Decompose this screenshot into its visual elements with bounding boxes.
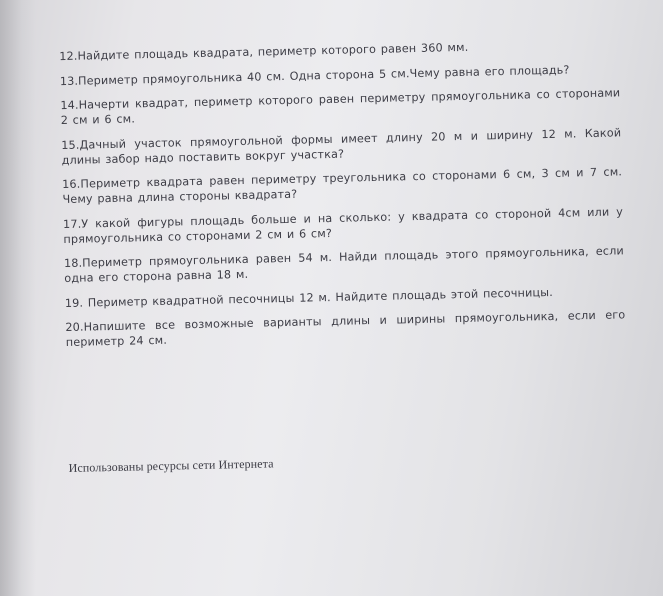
problem-15: 15.Дачный участок прямоугольной формы имеет длину 20 м и ширину 12 м. Какой длины забор надо поставить вокруг участка? [61,125,622,167]
paper-sheet [18,0,663,596]
source-credit: Использованы ресурсы сети Интернета [68,456,274,475]
problem-12: 12.Найдите площадь квадрата, периметр которого равен 360 мм. [59,40,469,64]
problem-16: 16.Периметр квадрата равен периметру треугольника со сторонами 6 см, 3 см и 7 см. Чему равна длина стороны квадрата? [62,165,623,207]
problem-17: 17.У какой фигуры площадь больше и на сколько: у квадрата со стороной 4см или у прямоугольника со сторонами 2 см и 6 см? [62,204,624,246]
problem-19: 19. Периметр квадратной песочницы 12 м. Найдите площадь этой песочницы. [64,285,554,310]
problem-14: 14.Начерти квадрат, периметр которого равен периметру прямоугольника со сторонами 2 см и 6 см. [60,86,621,128]
problem-13: 13.Периметр прямоугольника 40 см. Одна сторона 5 см.Чему равна его площадь? [59,63,570,88]
problem-20: 20.Напишите все возможные варианты длины и ширины прямоугольника, если его периметр 24 см. [65,308,626,350]
problem-list [59,36,626,359]
problem-18: 18.Периметр прямоугольника равен 54 м. Найди площадь этого прямоугольника, если одна его сторона равна 18 м. [63,244,624,286]
